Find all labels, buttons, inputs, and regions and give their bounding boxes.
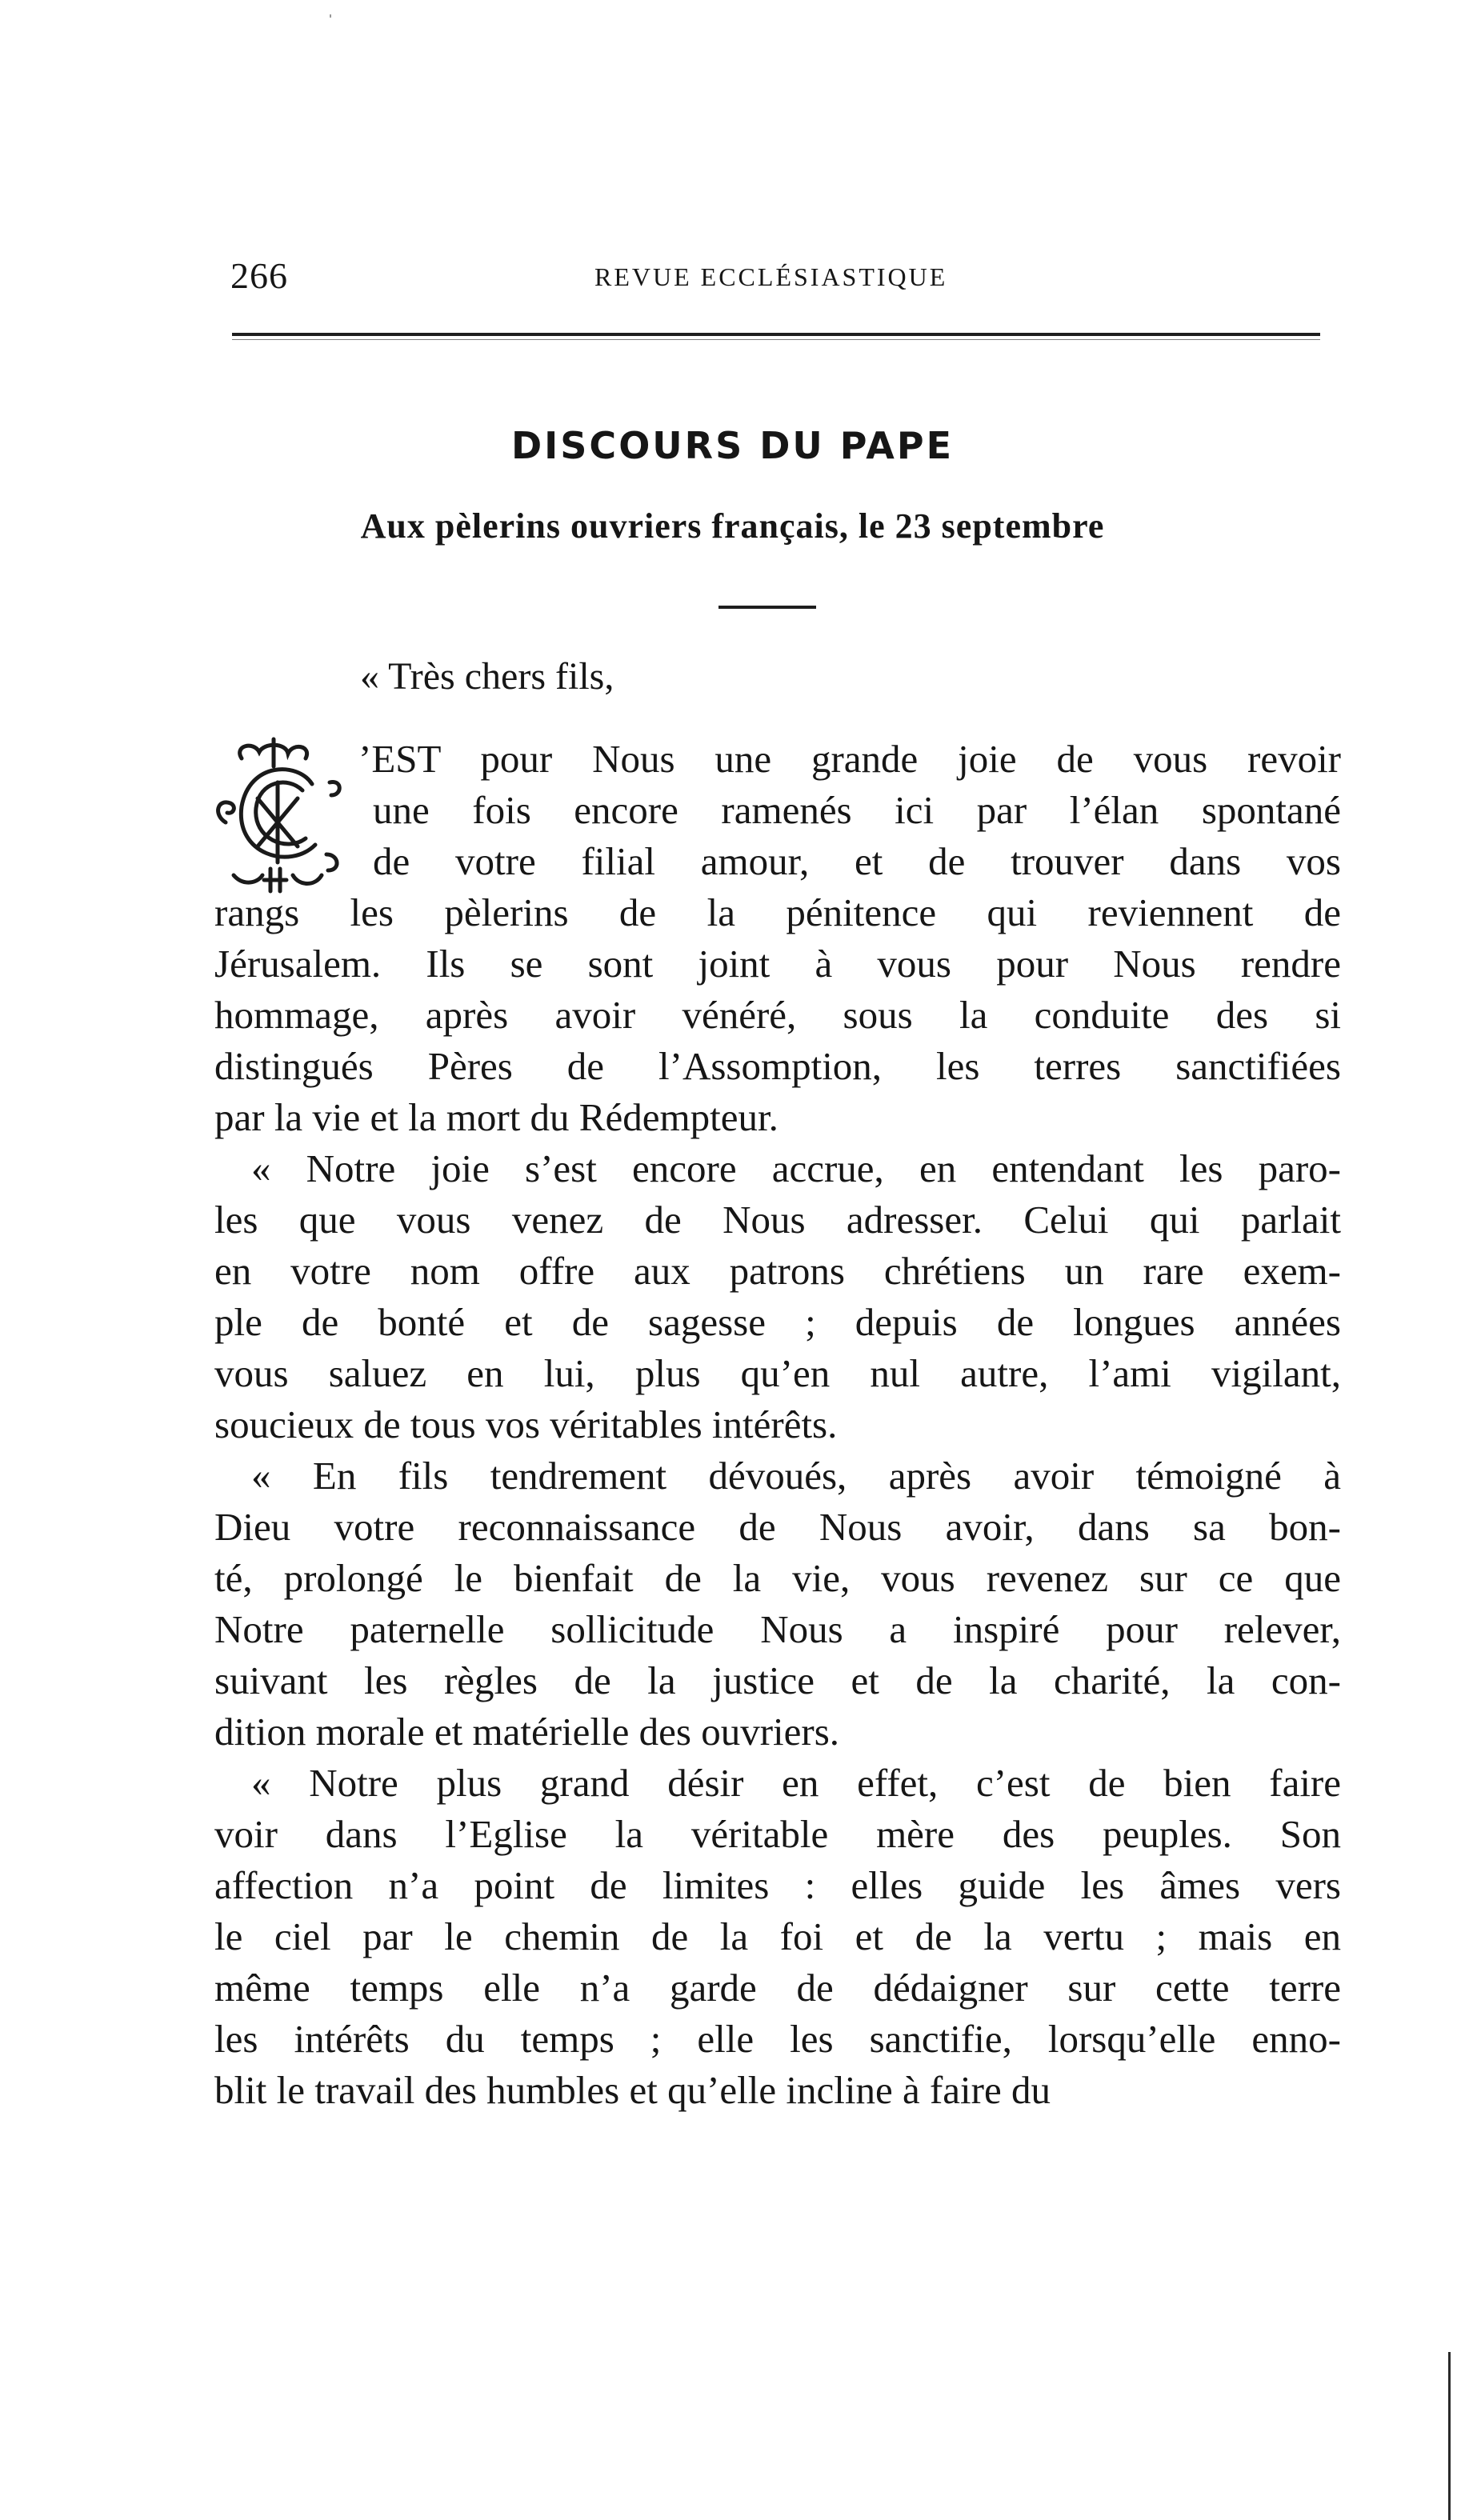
text-line: les que vous venez de Nous adresser. Celui qui parlait — [214, 1198, 1341, 1242]
margin-scan-line — [1448, 2352, 1451, 2520]
article-body — [214, 0, 1341, 2520]
text-line: dition morale et matérielle des ouvriers. — [214, 1710, 840, 1754]
text-line: « Notre plus grand désir en effet, c’est de bien faire — [251, 1761, 1341, 1805]
text-line: Notre paternelle sollicitude Nous a inspiré pour relever, — [214, 1607, 1341, 1651]
text-line: affection n’a point de limites : elles guide les âmes vers — [214, 1863, 1341, 1907]
text-line: té, prolongé le bienfait de la vie, vous revenez sur ce que — [214, 1556, 1341, 1600]
text-line: ’EST pour Nous une grande joie de vous revoir — [358, 737, 1341, 781]
text-line: « Notre joie s’est encore accrue, en entendant les paro- — [251, 1146, 1341, 1190]
text-line: voir dans l’Eglise la véritable mère des peuples. Son — [214, 1812, 1341, 1856]
page-number: 266 — [230, 255, 288, 296]
text-line: blit le travail des humbles et qu’elle incline à faire du — [214, 2068, 1051, 2112]
text-line: distingués Pères de l’Assomption, les terres sanctifiées — [214, 1044, 1341, 1088]
text-line: une fois encore ramenés ici par l’élan spontané — [373, 788, 1341, 832]
text-line: le ciel par le chemin de la foi et de la vertu ; mais en — [214, 1914, 1341, 1958]
text-line: ple de bonté et de sagesse ; depuis de longues années — [214, 1300, 1341, 1344]
article-subtitle: Aux pèlerins ouvriers français, le 23 septembre — [360, 506, 1105, 546]
text-line: en votre nom offre aux patrons chrétiens un rare exem- — [214, 1249, 1341, 1293]
text-line: vous saluez en lui, plus qu’en nul autre, l’ami vigilant, — [214, 1351, 1341, 1395]
journal-title: REVUE ECCLÉSIASTIQUE — [594, 262, 948, 291]
text-line: même temps elle n’a garde de dédaigner sur cette terre — [214, 1966, 1341, 2010]
text-line: soucieux de tous vos véritables intérêts. — [214, 1402, 838, 1446]
salutation: « Très chers fils, — [360, 655, 614, 698]
text-line: hommage, après avoir vénéré, sous la conduite des si — [214, 993, 1341, 1037]
text-line: de votre filial amour, et de trouver dans vos — [373, 839, 1341, 883]
drop-cap-letter: C — [210, 722, 220, 738]
article-title: DISCOURS DU PAPE — [511, 424, 954, 467]
text-line: par la vie et la mort du Rédempteur. — [214, 1095, 779, 1139]
text-line: les intérêts du temps ; elle les sanctifie, lorsqu’elle enno- — [214, 2017, 1341, 2061]
text-line: « En fils tendrement dévoués, après avoir témoigné à — [251, 1454, 1341, 1498]
text-line: Dieu votre reconnaissance de Nous avoir, dans sa bon- — [214, 1505, 1341, 1549]
text-line: Jérusalem. Ils se sont joint à vous pour Nous rendre — [214, 942, 1341, 986]
text-line: rangs les pèlerins de la pénitence qui reviennent de — [214, 890, 1341, 934]
text-line: suivant les règles de la justice et de la charité, la con- — [214, 1658, 1341, 1702]
